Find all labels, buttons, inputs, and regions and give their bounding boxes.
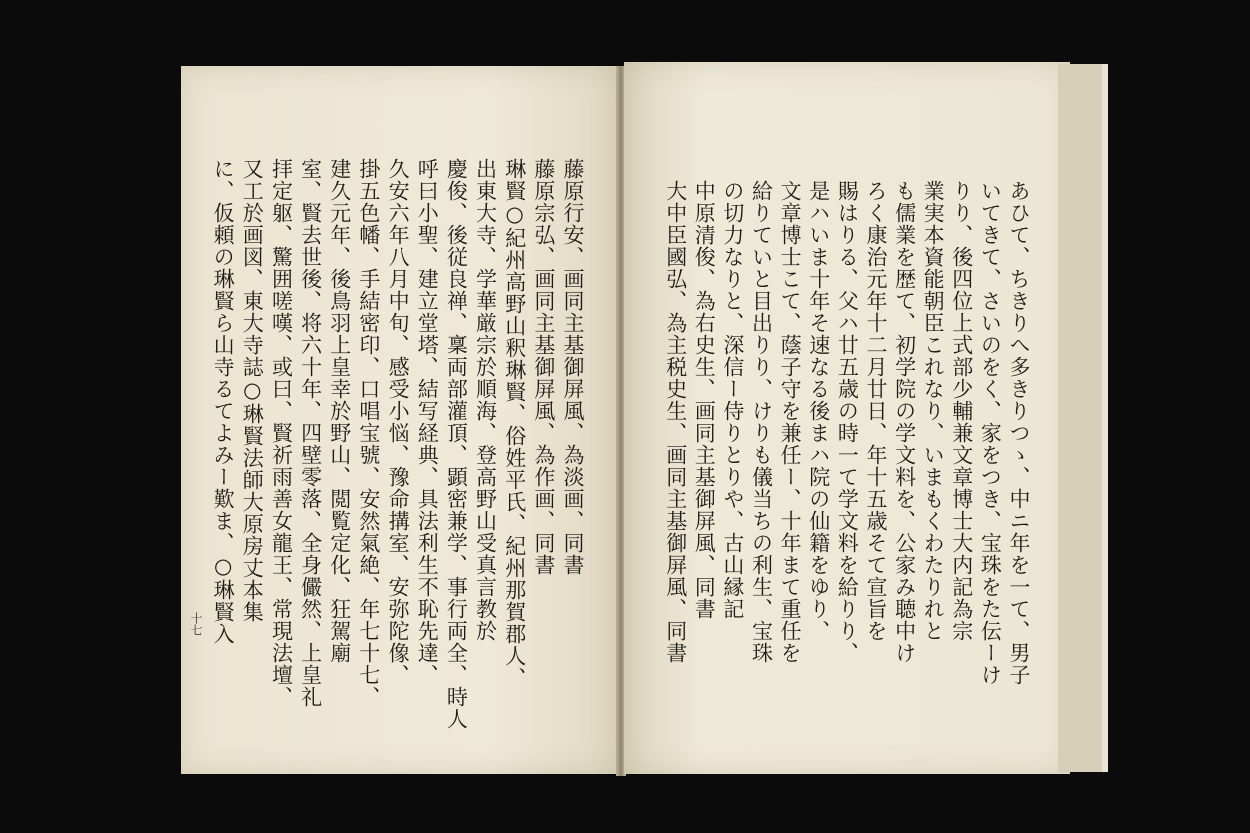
text-column: 業実本資能朝臣これなり、いまもくわたりれと bbox=[921, 180, 946, 642]
text-column: 室、賢去世後、将六十年、四壁零落、全身儼然、上皇礼 bbox=[298, 158, 323, 708]
text-column: あひて、ちきりへ多きりつゝ、中ニ年を一て、男子 bbox=[1007, 180, 1031, 686]
text-column: の切力なりと、深信ー侍りとりや、古山縁記 bbox=[721, 180, 745, 620]
text-column: 藤原宗弘、画同主基御屏風、為作画、同書 bbox=[531, 158, 556, 576]
text-column: 呼曰小聖、建立堂塔、結写経典、具法利生不恥先達、 bbox=[415, 158, 440, 686]
right-page bbox=[624, 62, 1070, 774]
text-column: 文章博士こて、蔭子守を兼任ー、十年まて重任を bbox=[778, 180, 803, 664]
text-column: 建久元年、後鳥羽上皇幸於野山、閲覧定化、狂駕廟 bbox=[327, 158, 352, 664]
text-column: 慶俊、後従良禅、稟両部灌頂、顕密兼学、事行両全、時人 bbox=[444, 158, 469, 730]
text-column: 拝定躯、驚囲嗟嘆、或曰、賢祈雨善女龍王、常現法壇、 bbox=[269, 158, 294, 708]
right-page-text bbox=[664, 180, 1036, 774]
text-column: 掛五色幡、手結密印、口唱宝號、安然氣絶、年七十七、 bbox=[356, 158, 381, 708]
text-column: ろく康治元年十二月廿日、年十五歳そて宣旨を bbox=[864, 180, 888, 642]
text-column: 是ハいま十年そ速なる後まハ院の仙籍をゆり、 bbox=[807, 180, 831, 642]
text-column: 又工於画図、東大寺誌○琳賢法師大原房丈本集 bbox=[240, 158, 265, 623]
text-column: りり、後四位上式部少輔兼文章博士大内記為宗 bbox=[950, 180, 974, 642]
text-column: も儒業を歴て、初学院の学文料を、公家み聴中け bbox=[892, 180, 917, 664]
text-column: 出東大寺、学華厳宗於順海、登高野山受真言教於 bbox=[473, 158, 498, 642]
text-column: 賜はりる、父ハ廿五歳の時一て学文料を給りり、 bbox=[835, 180, 860, 664]
text-column: 藤原行安、画同主基御屏風、為淡画、同書 bbox=[561, 158, 585, 576]
text-column: 大中臣國弘、為主税史生、画同主基御屏風、同書 bbox=[664, 180, 688, 664]
text-column: 琳賢○紀州高野山釈琳賢、俗姓平氏、紀州那賀郡人、 bbox=[502, 158, 527, 689]
text-column: 久安六年八月中旬、感受小悩、豫命搆室、安弥陀像、 bbox=[386, 158, 411, 686]
text-column: 中原清俊、為右史生、画同主基御屏風、同書 bbox=[692, 180, 717, 620]
left-page-text bbox=[211, 158, 590, 774]
page-number: 十七 bbox=[189, 612, 203, 636]
page-edges bbox=[1058, 64, 1108, 772]
text-column: いてきて、さいのをく、家をつき、宝珠をた伝ーけ bbox=[978, 180, 1003, 686]
text-column: 給りていと目出りり、けりも儀当ちの利生、宝珠 bbox=[749, 180, 774, 664]
text-column: に、仮頼の琳賢ら山寺るてよみー歎ま、○琳賢入 bbox=[211, 158, 236, 645]
left-page bbox=[181, 66, 618, 774]
